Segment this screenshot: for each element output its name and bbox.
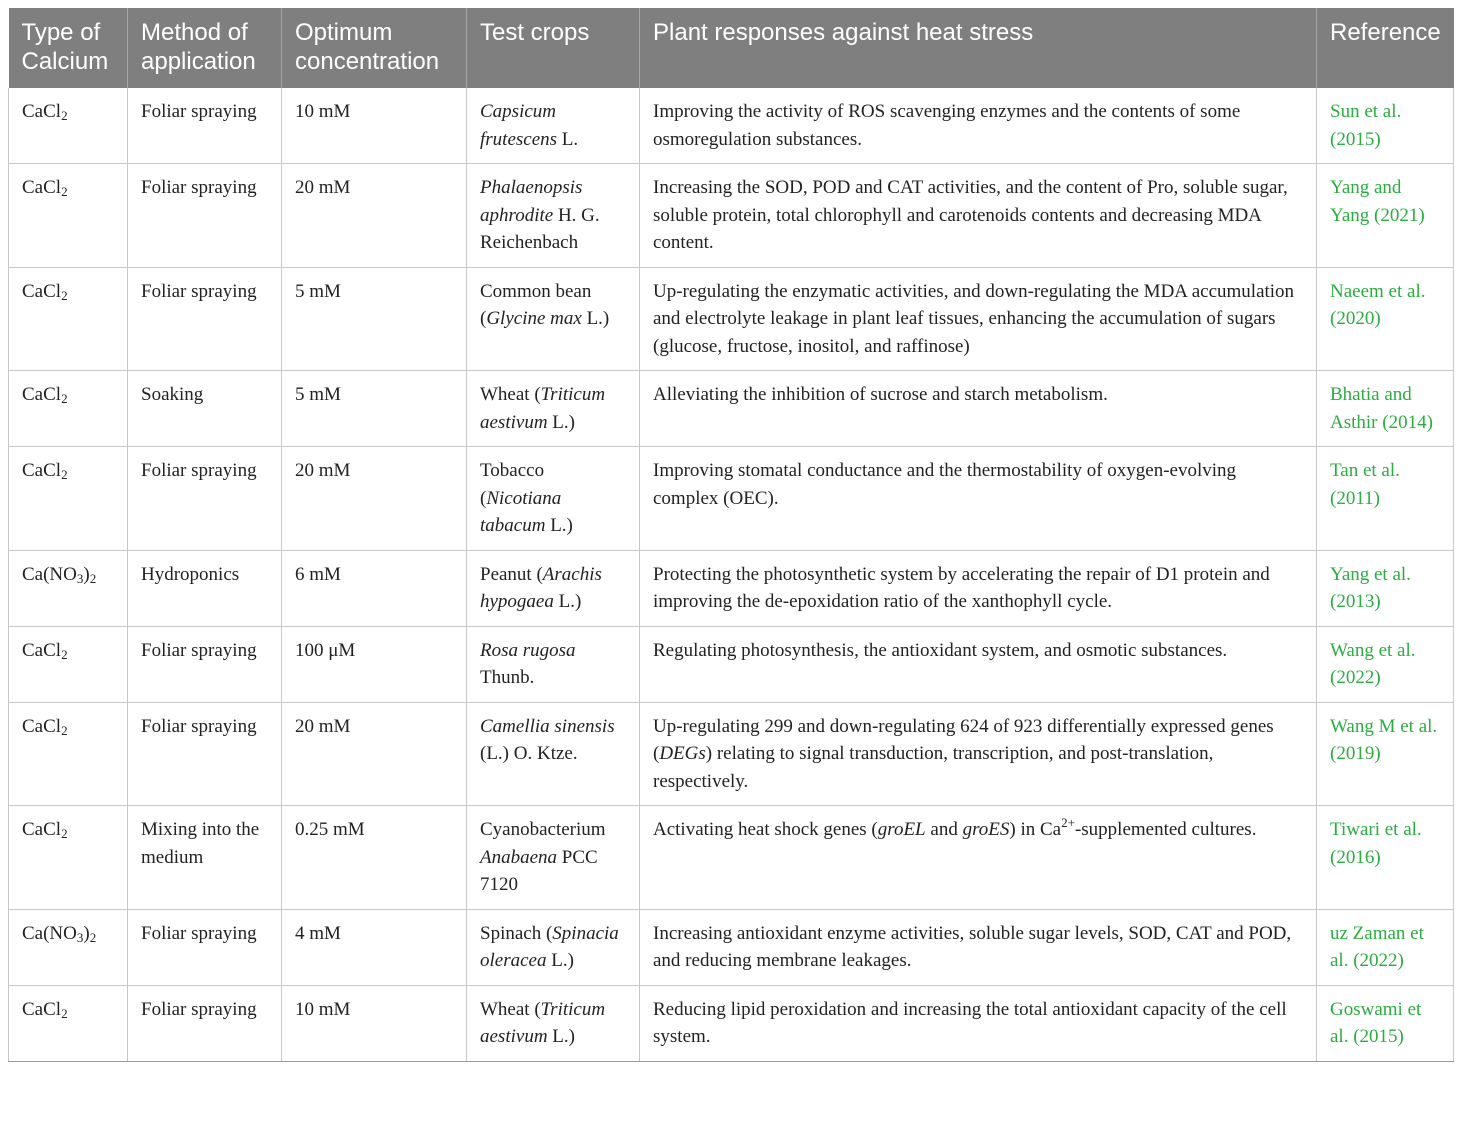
calcium-heat-stress-table-container (8, 8, 1453, 1062)
response-cell: Reducing lipid peroxidation and increasing the total antioxidant capacity of the cell system. (640, 985, 1317, 1061)
table-row (9, 806, 1454, 910)
reference-link[interactable]: Tan et al. (2011) (1317, 447, 1454, 551)
concentration-cell: 20 mM (282, 164, 467, 268)
table-row (9, 626, 1454, 702)
test-crop-cell: Rosa rugosa Thunb. (467, 626, 640, 702)
test-crop-cell: Common bean (Glycine max L.) (467, 267, 640, 371)
header-plant-responses: Plant responses against heat stress (640, 8, 1317, 88)
response-cell: Protecting the photosynthetic system by accelerating the repair of D1 protein and improving the de-epoxidation ratio of the xanthophyll cycle. (640, 550, 1317, 626)
test-crop-cell: Cyanobacterium Anabaena PCC 7120 (467, 806, 640, 910)
reference-link[interactable]: Bhatia and Asthir (2014) (1317, 371, 1454, 447)
response-cell: Improving the activity of ROS scavenging enzymes and the contents of some osmoregulation substances. (640, 88, 1317, 164)
method-cell: Foliar spraying (128, 909, 282, 985)
table-row (9, 550, 1454, 626)
header-row (9, 8, 1454, 88)
test-crop-cell: Phalaenopsis aphrodite H. G. Reichenbach (467, 164, 640, 268)
response-cell: Alleviating the inhibition of sucrose and starch metabolism. (640, 371, 1317, 447)
response-cell: Up-regulating 299 and down-regulating 624 of 923 differentially expressed genes (DEGs) relating to signal transduction, transcription, and post-translation, respectively. (640, 702, 1317, 806)
concentration-cell: 10 mM (282, 88, 467, 164)
method-cell: Mixing into the medium (128, 806, 282, 910)
test-crop-cell: Wheat (Triticum aestivum L.) (467, 371, 640, 447)
method-cell: Hydroponics (128, 550, 282, 626)
concentration-cell: 4 mM (282, 909, 467, 985)
method-cell: Soaking (128, 371, 282, 447)
reference-link[interactable]: Goswami et al. (2015) (1317, 985, 1454, 1061)
calcium-type-cell: CaCl$_2$ (9, 702, 128, 806)
reference-link[interactable]: Wang M et al. (2019) (1317, 702, 1454, 806)
calcium-type-cell: CaCl$_2$ (9, 806, 128, 910)
table-row (9, 88, 1454, 164)
calcium-type-cell: CaCl$_2$ (9, 371, 128, 447)
header-type-of-calcium: Type of Calcium (9, 8, 128, 88)
table-row (9, 164, 1454, 268)
test-crop-cell: Capsicum frutescens L. (467, 88, 640, 164)
concentration-cell: 100 μM (282, 626, 467, 702)
table-row (9, 447, 1454, 551)
concentration-cell: 20 mM (282, 447, 467, 551)
calcium-type-cell: CaCl$_2$ (9, 267, 128, 371)
method-cell: Foliar spraying (128, 447, 282, 551)
calcium-type-cell: CaCl$_2$ (9, 88, 128, 164)
test-crop-cell: Camellia sinensis (L.) O. Ktze. (467, 702, 640, 806)
table-row (9, 985, 1454, 1061)
concentration-cell: 6 mM (282, 550, 467, 626)
test-crop-cell: Spinach (Spinacia oleracea L.) (467, 909, 640, 985)
reference-link[interactable]: Sun et al. (2015) (1317, 88, 1454, 164)
reference-link[interactable]: Wang et al. (2022) (1317, 626, 1454, 702)
concentration-cell: 0.25 mM (282, 806, 467, 910)
response-cell: Increasing the SOD, POD and CAT activities, and the content of Pro, soluble sugar, soluble protein, total chlorophyll and carotenoids contents and decreasing MDA content. (640, 164, 1317, 268)
reference-link[interactable]: Naeem et al. (2020) (1317, 267, 1454, 371)
method-cell: Foliar spraying (128, 164, 282, 268)
table-row (9, 702, 1454, 806)
concentration-cell: 5 mM (282, 267, 467, 371)
reference-link[interactable]: uz Zaman et al. (2022) (1317, 909, 1454, 985)
table-row (9, 909, 1454, 985)
concentration-cell: 20 mM (282, 702, 467, 806)
calcium-type-cell: CaCl$_2$ (9, 626, 128, 702)
reference-link[interactable]: Yang and Yang (2021) (1317, 164, 1454, 268)
calcium-type-cell: $Ca(NO_3)_2$ (9, 550, 128, 626)
header-reference: Reference (1317, 8, 1454, 88)
calcium-type-cell: $Ca(NO_3)_2$ (9, 909, 128, 985)
table-row (9, 371, 1454, 447)
reference-link[interactable]: Yang et al. (2013) (1317, 550, 1454, 626)
response-cell: Increasing antioxidant enzyme activities, soluble sugar levels, SOD, CAT and POD, and reducing membrane leakages. (640, 909, 1317, 985)
calcium-type-cell: CaCl$_2$ (9, 447, 128, 551)
test-crop-cell: Peanut (Arachis hypogaea L.) (467, 550, 640, 626)
test-crop-cell: Wheat (Triticum aestivum L.) (467, 985, 640, 1061)
header-optimum-concentration: Optimum concentration (282, 8, 467, 88)
test-crop-cell: Tobacco (Nicotiana tabacum L.) (467, 447, 640, 551)
response-cell: Activating heat shock genes (groEL and groES) in $Ca^{2+}$-supplemented cultures. (640, 806, 1317, 910)
calcium-heat-stress-table (8, 8, 1454, 1062)
response-cell: Up-regulating the enzymatic activities, and down-regulating the MDA accumulation and electrolyte leakage in plant leaf tissues, enhancing the accumulation of sugars (glucose, fructose, inositol, and raffinose) (640, 267, 1317, 371)
method-cell: Foliar spraying (128, 88, 282, 164)
calcium-type-cell: CaCl$_2$ (9, 164, 128, 268)
concentration-cell: 10 mM (282, 985, 467, 1061)
concentration-cell: 5 mM (282, 371, 467, 447)
reference-link[interactable]: Tiwari et al. (2016) (1317, 806, 1454, 910)
method-cell: Foliar spraying (128, 626, 282, 702)
header-method-of-application: Method of application (128, 8, 282, 88)
response-cell: Improving stomatal conductance and the thermostability of oxygen-evolving complex (OEC). (640, 447, 1317, 551)
header-test-crops: Test crops (467, 8, 640, 88)
table-row (9, 267, 1454, 371)
method-cell: Foliar spraying (128, 985, 282, 1061)
method-cell: Foliar spraying (128, 267, 282, 371)
method-cell: Foliar spraying (128, 702, 282, 806)
calcium-type-cell: CaCl$_2$ (9, 985, 128, 1061)
response-cell: Regulating photosynthesis, the antioxidant system, and osmotic substances. (640, 626, 1317, 702)
